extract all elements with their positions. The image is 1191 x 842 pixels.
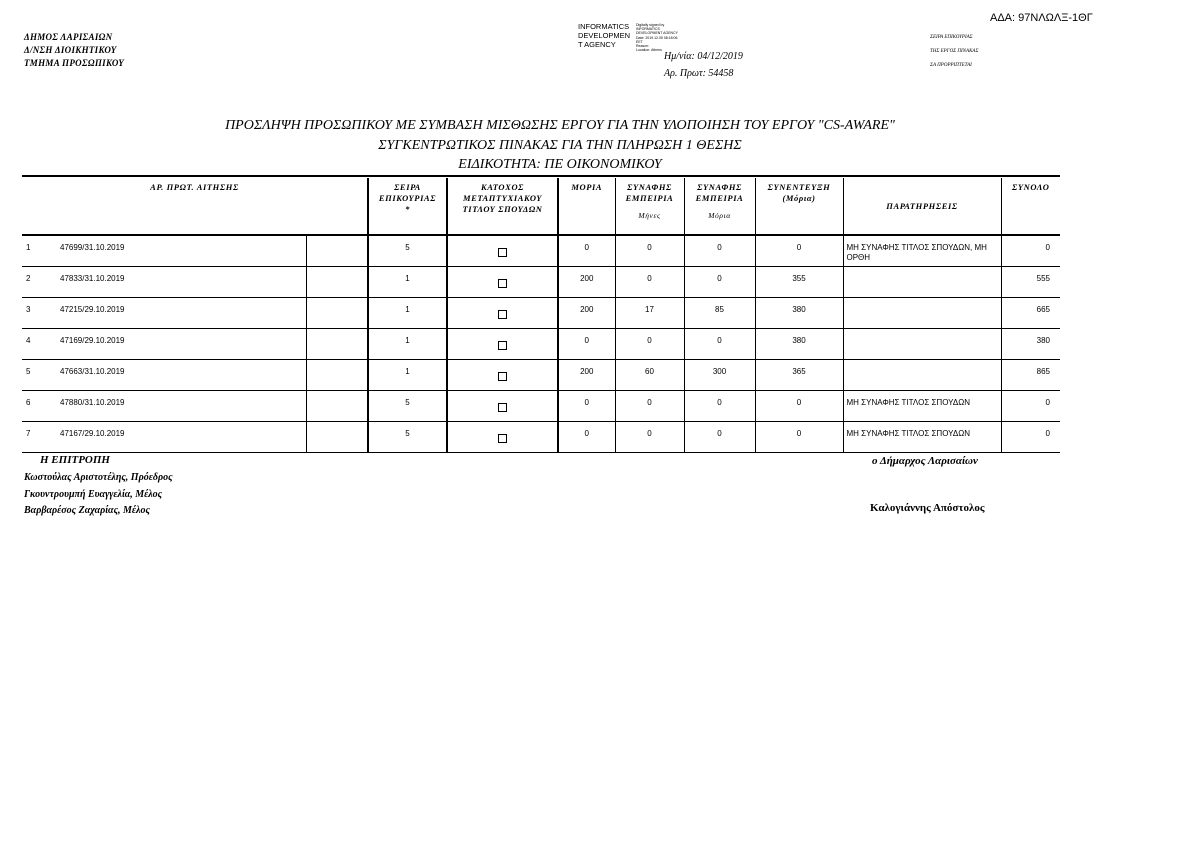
cell-katoxos xyxy=(447,266,558,297)
candidates-table xyxy=(22,178,1060,453)
cell-application xyxy=(22,328,306,359)
table-row xyxy=(22,390,1060,421)
cell-remarks: ΜΗ ΣΥΝΑΦΗΣ ΤΙΤΛΟΣ ΣΠΟΥΔΩΝ xyxy=(843,390,1001,421)
cell-application xyxy=(22,359,306,390)
cell-total: 665 xyxy=(1001,297,1060,328)
cell-interview: 380 xyxy=(755,328,843,359)
cell-months: 17 xyxy=(615,297,684,328)
cell-moria: 0 xyxy=(558,235,615,266)
cell-seira: 1 xyxy=(368,359,447,390)
cell-interview: 380 xyxy=(755,297,843,328)
cell-total: 380 xyxy=(1001,328,1060,359)
cell-empty xyxy=(306,421,368,452)
cell-remarks xyxy=(843,266,1001,297)
stamp-detail-line: Reason: xyxy=(636,44,650,49)
row-number: 3 xyxy=(26,304,31,314)
checkbox-icon[interactable] xyxy=(498,310,507,319)
application-number: 47699/31.10.2019 xyxy=(60,243,125,252)
checkbox-icon[interactable] xyxy=(498,341,507,350)
col-katoxos: ΚΑΤΟΧΟΣ ΜΕΤΑΠΤΥΧΙΑΚΟΥ ΤΙΤΛΟΥ ΣΠΟΥΔΩΝ xyxy=(447,178,558,235)
checkbox-icon[interactable] xyxy=(498,372,507,381)
cell-katoxos xyxy=(447,421,558,452)
checkbox-icon[interactable] xyxy=(498,279,507,288)
row-number: 4 xyxy=(26,335,31,345)
cell-katoxos xyxy=(447,235,558,266)
table-header-row xyxy=(22,178,1060,235)
right-note-line: ΤΗΣ ΕΡΓΟΣ ΠΙΝΑΚΑΣ xyxy=(930,49,979,54)
cell-months: 0 xyxy=(615,266,684,297)
stamp-detail-line: DEVELOPMENT AGENCY xyxy=(636,31,678,36)
cell-empty xyxy=(306,266,368,297)
cell-katoxos xyxy=(447,359,558,390)
cell-total: 0 xyxy=(1001,235,1060,266)
stamp-line: DEVELOPMEN xyxy=(578,31,631,40)
row-number: 2 xyxy=(26,273,31,283)
cell-katoxos xyxy=(447,328,558,359)
cell-total: 555 xyxy=(1001,266,1060,297)
application-number: 47663/31.10.2019 xyxy=(60,366,125,376)
cell-remarks: ΜΗ ΣΥΝΑΦΗΣ ΤΙΤΛΟΣ ΣΠΟΥΔΩΝ, ΜΗ ΟΡΘΗ xyxy=(843,235,1001,266)
cell-experience-points: 300 xyxy=(684,359,755,390)
cell-months: 0 xyxy=(615,390,684,421)
application-number: 47833/31.10.2019 xyxy=(60,273,125,283)
row-number: 5 xyxy=(26,366,31,376)
subtitle: ΣΥΓΚΕΝΤΡΩΤΙΚΟΣ ΠΙΝΑΚΑΣ ΓΙΑ ΤΗΝ ΠΛΗΡΩΣΗ 1 ΘΕΣΗΣ xyxy=(378,138,742,153)
committee-member: Βαρβαρέσος Ζαχαρίας, Μέλος xyxy=(24,505,150,516)
cell-interview: 0 xyxy=(755,421,843,452)
cell-experience-points: 0 xyxy=(684,235,755,266)
cell-months: 0 xyxy=(615,328,684,359)
cell-experience-points: 0 xyxy=(684,266,755,297)
cell-application xyxy=(22,297,306,328)
mayor-name: Καλογιάννης Απόστολος xyxy=(870,502,985,514)
cell-application xyxy=(22,266,306,297)
org-line: ΔΗΜΟΣ ΛΑΡΙΣΑΙΩΝ xyxy=(24,32,113,42)
ada-code: ΑΔΑ: 97ΝΛΩΛΞ-1ΘΓ xyxy=(990,12,1093,24)
organization-block xyxy=(24,31,124,70)
col-moria: ΜΟΡΙΑ xyxy=(558,178,615,235)
stamp-detail-line: Location: Athens xyxy=(636,48,662,53)
cell-empty xyxy=(306,235,368,266)
cell-moria: 0 xyxy=(558,328,615,359)
cell-application xyxy=(22,390,306,421)
row-number: 6 xyxy=(26,397,31,407)
row-number: 7 xyxy=(26,428,31,438)
cell-empty xyxy=(306,297,368,328)
table-row xyxy=(22,328,1060,359)
org-line: ΤΜΗΜΑ ΠΡΟΣΩΠΙΚΟΥ xyxy=(24,58,124,68)
cell-seira: 5 xyxy=(368,235,447,266)
col-experience-months: ΣΥΝΑΦΗΣ ΕΜΠΕΙΡΙΑ Μήνες xyxy=(615,178,684,235)
cell-moria: 200 xyxy=(558,266,615,297)
col-application: ΑΡ. ΠΡΩΤ. ΑΙΤΗΣΗΣ xyxy=(22,178,368,235)
right-note-line: ΣΑ ΠΡΟΡΡΙΠΤΕΤΑΙ xyxy=(930,63,972,68)
cell-experience-points: 0 xyxy=(684,328,755,359)
cell-seira: 1 xyxy=(368,328,447,359)
cell-experience-points: 0 xyxy=(684,390,755,421)
cell-moria: 200 xyxy=(558,297,615,328)
table-row xyxy=(22,266,1060,297)
document-date: Ημ/νία: 04/12/2019 xyxy=(664,51,743,62)
main-title: ΠΡΟΣΛΗΨΗ ΠΡΟΣΩΠΙΚΟΥ ΜΕ ΣΥΜΒΑΣΗ ΜΙΣΘΩΣΗΣ ΕΡΓΟΥ ΓΙΑ ΤΗΝ ΥΛΟΠΟΙΗΣΗ ΤΟΥ ΕΡΓΟΥ "CS-AWARE" xyxy=(225,118,895,133)
signature-stamp-details xyxy=(636,23,696,52)
stamp-detail-line: EET xyxy=(636,39,643,44)
protocol-number: Αρ. Πρωτ: 54458 xyxy=(664,68,734,79)
cell-remarks xyxy=(843,328,1001,359)
cell-months: 60 xyxy=(615,359,684,390)
top-rule xyxy=(22,175,1060,177)
mayor-title: ο Δήμαρχος Λαρισαίων xyxy=(872,455,978,467)
cell-months: 0 xyxy=(615,421,684,452)
col-experience-points: ΣΥΝΑΦΗΣ ΕΜΠΕΙΡΙΑ Μόρια xyxy=(684,178,755,235)
application-number: 47215/29.10.2019 xyxy=(60,304,125,314)
checkbox-icon[interactable] xyxy=(498,248,507,257)
col-remarks: ΠΑΡΑΤΗΡΗΣΕΙΣ xyxy=(843,178,1001,235)
cell-katoxos xyxy=(447,390,558,421)
cell-empty xyxy=(306,359,368,390)
right-notes xyxy=(930,31,978,73)
cell-experience-points: 0 xyxy=(684,421,755,452)
cell-remarks xyxy=(843,359,1001,390)
committee-title: Η ΕΠΙΤΡΟΠΗ xyxy=(40,454,110,466)
specialty-title: ΕΙΔΙΚΟΤΗΤΑ: ΠΕ ΟΙΚΟΝΟΜΙΚΟΥ xyxy=(458,157,662,172)
checkbox-icon[interactable] xyxy=(498,434,507,443)
table-row xyxy=(22,421,1060,452)
cell-interview: 365 xyxy=(755,359,843,390)
application-number: 47880/31.10.2019 xyxy=(60,397,125,407)
cell-interview: 355 xyxy=(755,266,843,297)
checkbox-icon[interactable] xyxy=(498,403,507,412)
cell-total: 0 xyxy=(1001,390,1060,421)
right-note-line: ΣΕΙΡΑ ΕΠΙΚΟΥΡΙΑΣ xyxy=(930,35,973,40)
cell-seira: 1 xyxy=(368,297,447,328)
col-total: ΣΥΝΟΛΟ xyxy=(1001,178,1060,235)
cell-remarks xyxy=(843,297,1001,328)
cell-application xyxy=(22,421,306,452)
cell-interview: 0 xyxy=(755,235,843,266)
table-row xyxy=(22,297,1060,328)
col-seira: ΣΕΙΡΑ ΕΠΙΚΟΥΡΙΑΣ * xyxy=(368,178,447,235)
cell-seira: 5 xyxy=(368,421,447,452)
stamp-detail-line: INFORMATICS xyxy=(636,27,660,32)
application-number: 47169/29.10.2019 xyxy=(60,335,125,345)
committee-member: Γκουντρουμπή Ευαγγελία, Μέλος xyxy=(24,489,163,500)
cell-moria: 200 xyxy=(558,359,615,390)
signature-stamp xyxy=(578,22,630,49)
table-row xyxy=(22,235,1060,266)
committee-member: Κωστούλας Αριστοτέλης, Πρόεδρος xyxy=(24,472,173,483)
cell-empty xyxy=(306,390,368,421)
cell-total: 0 xyxy=(1001,421,1060,452)
cell-seira: 5 xyxy=(368,390,447,421)
cell-months: 0 xyxy=(615,235,684,266)
cell-application xyxy=(22,235,306,266)
table-row xyxy=(22,359,1060,390)
cell-empty xyxy=(306,328,368,359)
cell-seira: 1 xyxy=(368,266,447,297)
cell-moria: 0 xyxy=(558,421,615,452)
cell-moria: 0 xyxy=(558,390,615,421)
stamp-detail-line: Date: 2019.12.05 08:18:06 xyxy=(636,35,678,40)
stamp-line: INFORMATICS xyxy=(578,22,630,31)
cell-remarks: ΜΗ ΣΥΝΑΦΗΣ ΤΙΤΛΟΣ ΣΠΟΥΔΩΝ xyxy=(843,421,1001,452)
stamp-detail-line: Digitally signed by xyxy=(636,23,665,27)
stamp-line: T AGENCY xyxy=(578,40,616,49)
cell-katoxos xyxy=(447,297,558,328)
cell-interview: 0 xyxy=(755,390,843,421)
col-interview: ΣΥΝΕΝΤΕΥΞΗ (Μόρια) xyxy=(755,178,843,235)
cell-experience-points: 85 xyxy=(684,297,755,328)
org-line: Δ/ΝΣΗ ΔΙΟΙΚΗΤΙΚΟΥ xyxy=(24,45,117,55)
row-number: 1 xyxy=(26,243,31,252)
application-number: 47167/29.10.2019 xyxy=(60,428,125,438)
cell-total: 865 xyxy=(1001,359,1060,390)
